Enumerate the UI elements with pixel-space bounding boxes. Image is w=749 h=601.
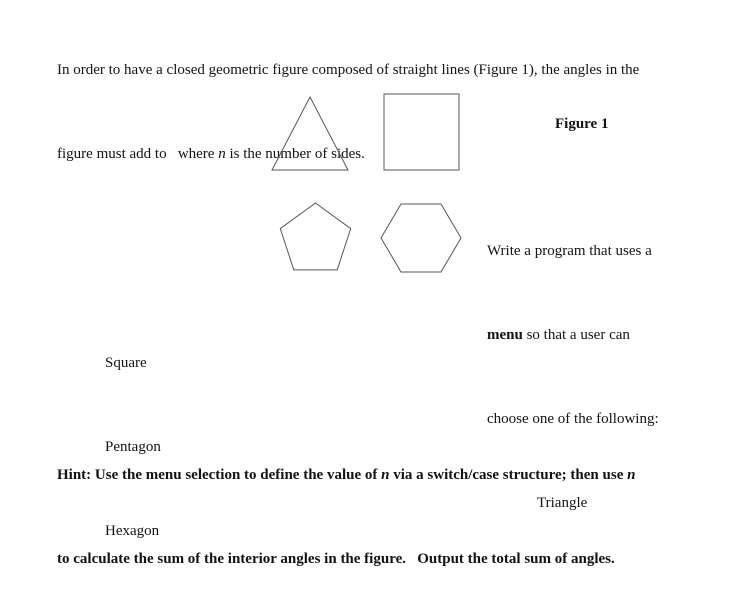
figure1-shapes — [265, 88, 470, 283]
prompt-line-1: Write a program that uses a — [487, 243, 652, 259]
square-shape — [384, 94, 459, 170]
hint-text: via a switch/case structure; then use — [389, 467, 628, 483]
intro-text: is the number of sides. — [225, 146, 365, 162]
menu-option-pentagon: Pentagon — [105, 439, 161, 455]
menu-option-square: Square — [105, 355, 147, 371]
hexagon-shape — [381, 204, 461, 272]
hint-text: Hint: Use the menu selection to define the value of — [57, 467, 382, 483]
variable-n: n — [218, 146, 226, 162]
pentagon-shape — [280, 203, 350, 270]
variable-n: n — [381, 467, 390, 483]
menu-word: menu — [487, 327, 523, 343]
prompt-text: so that a user can — [522, 327, 630, 343]
variable-n: n — [627, 467, 636, 483]
hint-paragraph — [57, 405, 707, 601]
intro-text: figure must add to where — [57, 146, 219, 162]
hint-line-2: to calculate the sum of the interior angles in the figure. Output the total sum of angles. — [57, 551, 615, 567]
prompt-line-2 — [487, 321, 687, 349]
figure-caption: Figure 1 — [555, 116, 609, 132]
prompt-line-3: choose one of the following: — [487, 411, 659, 427]
triangle-shape — [272, 97, 348, 170]
intro-text: In order to have a closed geometric figure composed of straight lines (Figure 1), the angles in the — [57, 62, 640, 78]
hint-line-1 — [57, 461, 707, 489]
menu-option-hexagon: Hexagon — [105, 523, 160, 539]
intro-line-1 — [57, 56, 707, 84]
menu-option-triangle: Triangle — [537, 495, 588, 511]
